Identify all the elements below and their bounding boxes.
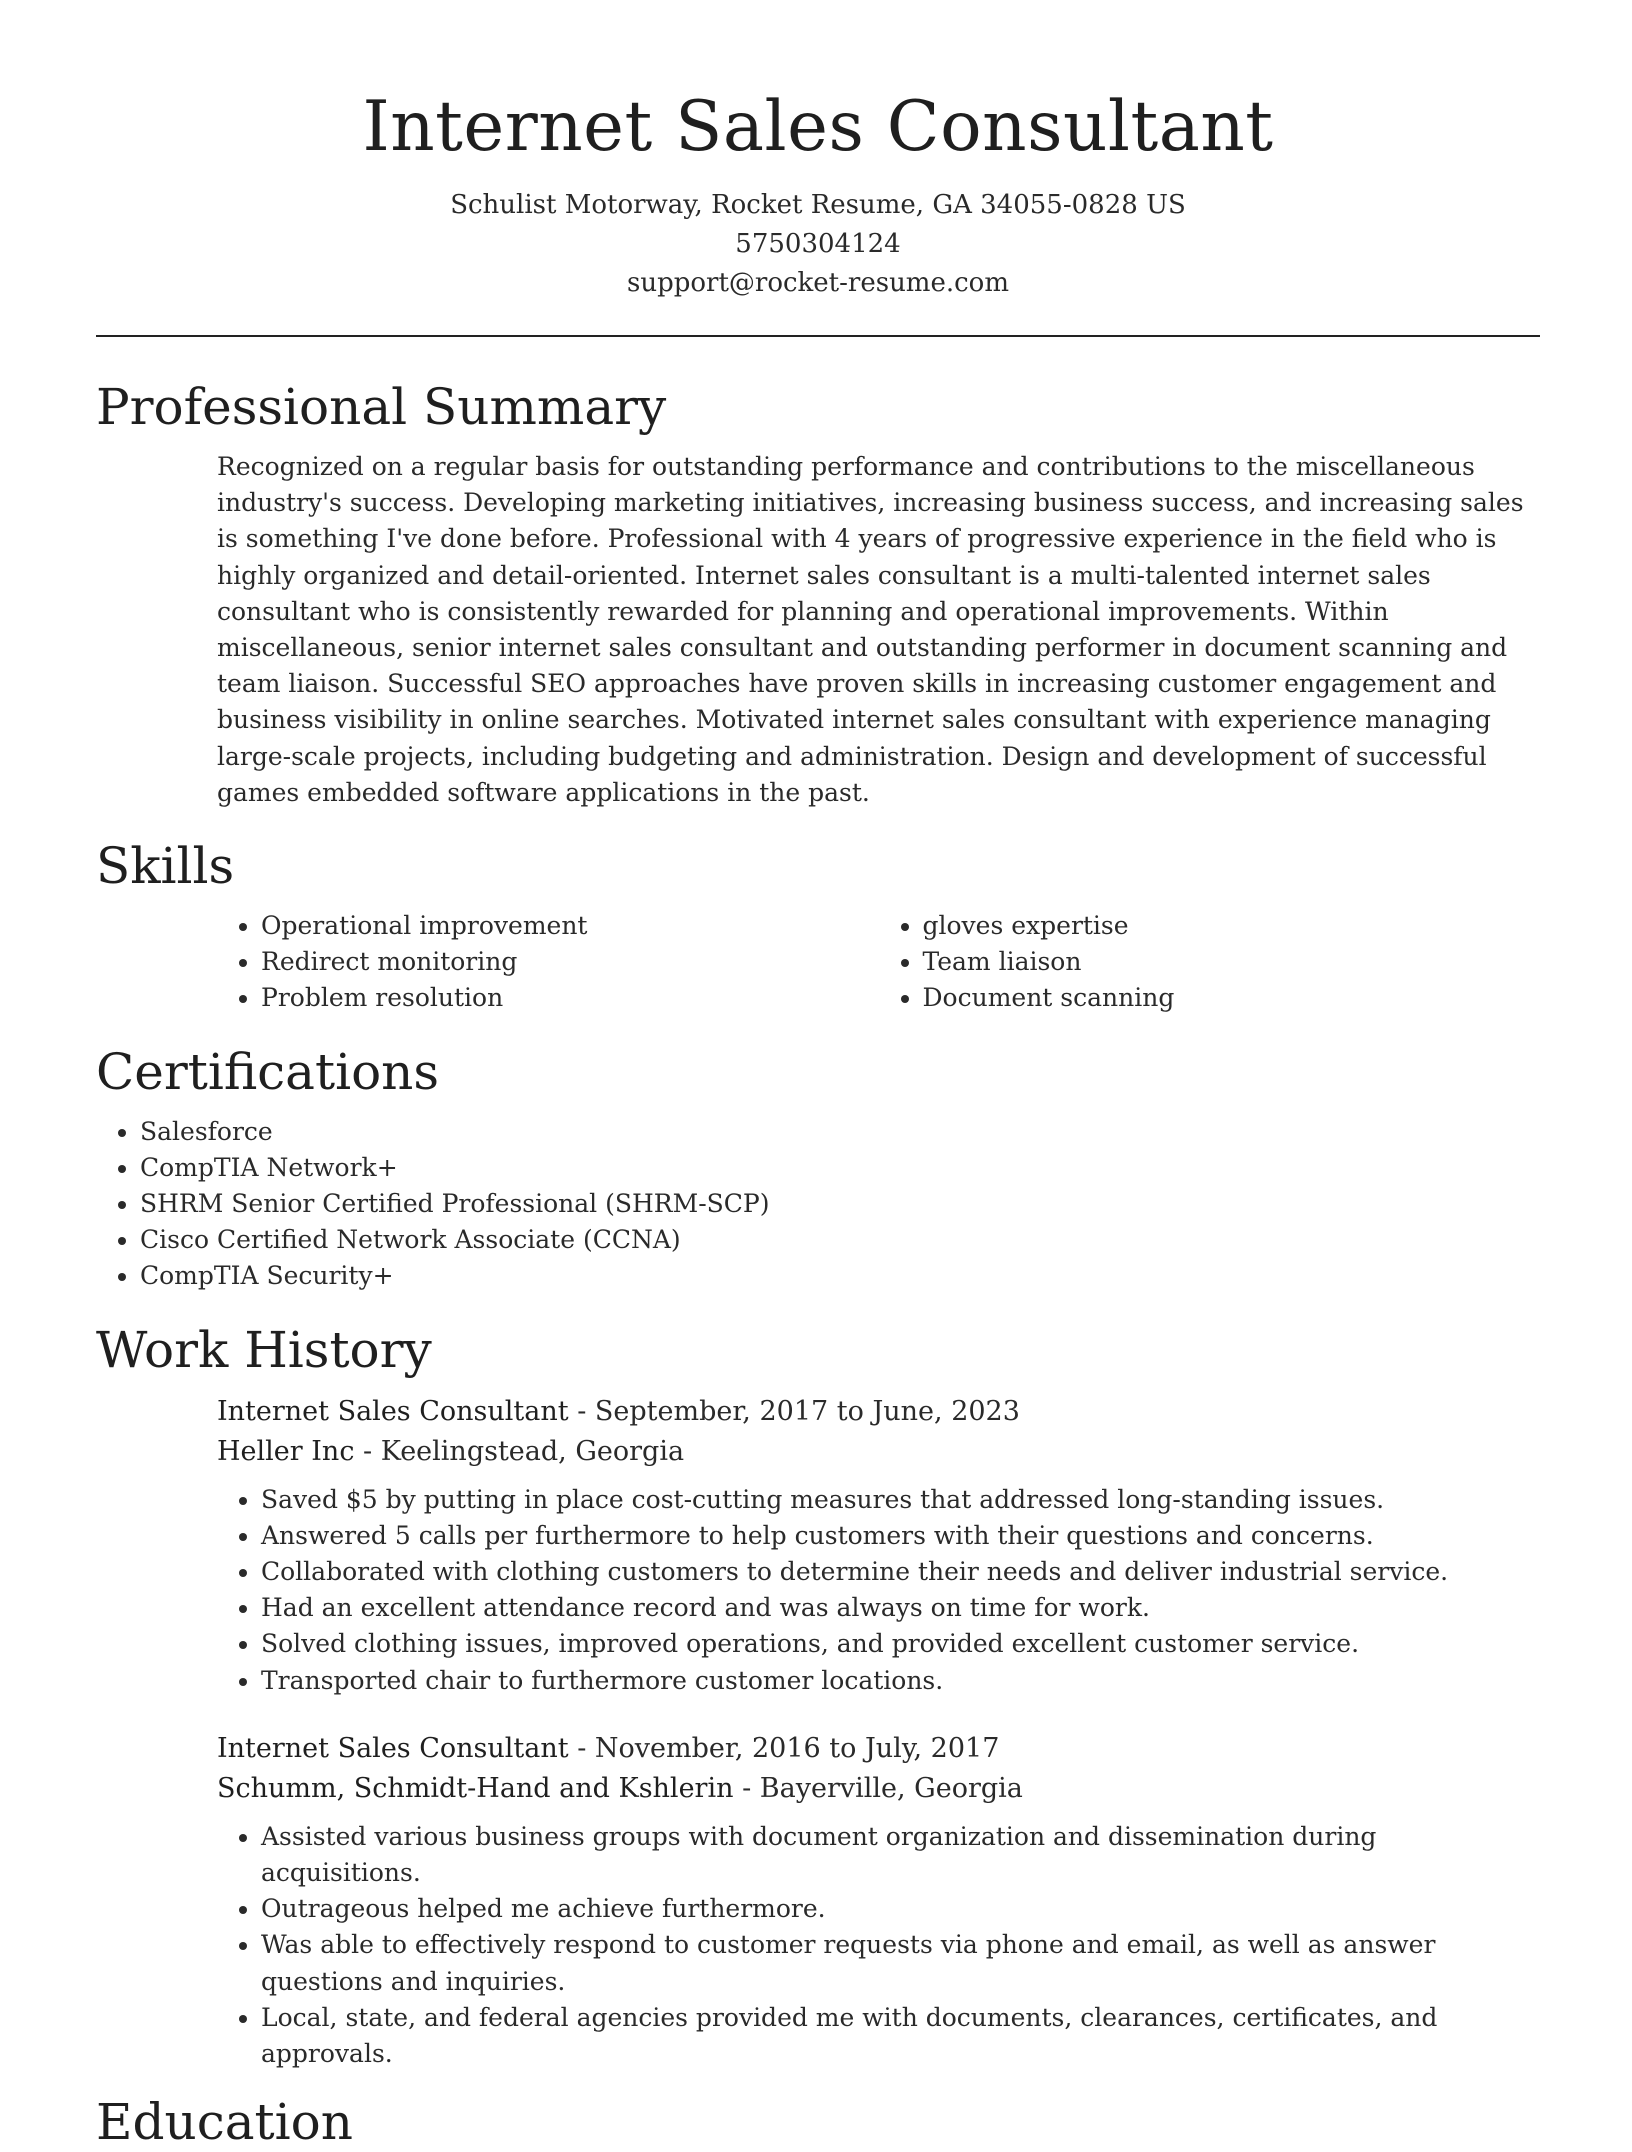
- job-bullets: [217, 1819, 1540, 2072]
- job-company: Schumm, Schmidt-Hand and Kshlerin: [217, 1772, 734, 1804]
- contact-address: Schulist Motorway, Rocket Resume, GA 34055-0828 US: [450, 190, 1186, 220]
- job-bullet: • Transported chair to furthermore customer locations.: [261, 1663, 1540, 1699]
- skill-item: • Redirect monitoring: [261, 944, 879, 980]
- contact-block: [96, 186, 1540, 303]
- job-dates: November, 2016 to July, 2017: [594, 1732, 1000, 1764]
- job-location: Bayerville, Georgia: [759, 1772, 1023, 1804]
- summary-text: Recognized on a regular basis for outstanding performance and contributions to the miscellaneous industry's success. Developing marketing initiatives, increasing business success, and increasing sales is something I've done before. Professional with 4 years of progressive experience in the field who is highly organized and detail-oriented. Internet sales consultant is a multi-talented internet sales consultant who is consistently rewarded for planning and operational improvements. Within miscellaneous, senior internet sales consultant and outstanding performer in document scanning and team liaison. Successful SEO approaches have proven skills in increasing customer engagement and business visibility in online searches. Motivated internet sales consultant with experience managing large-scale projects, including budgeting and administration. Design and development of successful games embedded software applications in the past.: [217, 452, 1524, 807]
- job-bullet: • Was able to effectively respond to customer requests via phone and email, as well as answer questions and inquiries.: [261, 1927, 1540, 1999]
- job-location: Keelingstead, Georgia: [380, 1435, 685, 1467]
- section-title-summary: Professional Summary: [96, 378, 667, 436]
- certification-item: • CompTIA Security+: [140, 1258, 1540, 1294]
- education-section: [96, 2092, 1540, 2152]
- section-title-education: Education: [96, 2093, 353, 2152]
- certification-item: • Salesforce: [140, 1114, 1540, 1150]
- job-bullet: • Collaborated with clothing customers to determine their needs and deliver industrial service.: [261, 1554, 1540, 1590]
- skills-grid: [217, 908, 1540, 1017]
- job-company: Heller Inc: [217, 1435, 355, 1467]
- job-bullet: • Answered 5 calls per furthermore to help customers with their questions and concerns.: [261, 1518, 1540, 1554]
- skills-list-right: [879, 908, 1541, 1017]
- job-company-line: Heller Inc - Keelingstead, Georgia: [217, 1435, 685, 1467]
- job-role: Internet Sales Consultant: [217, 1395, 569, 1427]
- section-title-skills: Skills: [96, 837, 235, 896]
- skill-item: • Problem resolution: [261, 980, 879, 1016]
- job-entry: [217, 1392, 1540, 1699]
- skills-list-left: [217, 908, 879, 1017]
- certification-item: • SHRM Senior Certified Professional (SHRM-SCP): [140, 1186, 1540, 1222]
- job-bullet: • Outrageous helped me achieve furthermore.: [261, 1891, 1540, 1927]
- job-bullet: • Solved clothing issues, improved operations, and provided excellent customer service.: [261, 1626, 1540, 1662]
- skill-item: • Document scanning: [923, 980, 1541, 1016]
- job-bullet: • Saved $5 by putting in place cost-cutting measures that addressed long-standing issues.: [261, 1482, 1540, 1518]
- work-history-section: [96, 1320, 1540, 2073]
- skill-item: • Operational improvement: [261, 908, 879, 944]
- certifications-list: [96, 1114, 1540, 1295]
- skills-section: [96, 836, 1540, 1017]
- candidate-name: Internet Sales Consultant: [362, 87, 1274, 167]
- job-role-line: Internet Sales Consultant - November, 2016 to July, 2017: [217, 1732, 1000, 1764]
- certifications-section: [96, 1042, 1540, 1295]
- resume-page: [96, 0, 1540, 2152]
- certification-item: • CompTIA Network+: [140, 1150, 1540, 1186]
- header-divider: [96, 335, 1540, 337]
- resume-header: [96, 0, 1540, 303]
- contact-email: support@rocket-resume.com: [626, 268, 1009, 298]
- skill-item: • gloves expertise: [923, 908, 1541, 944]
- job-entry: [217, 1729, 1540, 2072]
- section-title-work-history: Work History: [96, 1320, 432, 1379]
- job-role: Internet Sales Consultant: [217, 1732, 569, 1764]
- job-bullet: • Assisted various business groups with document organization and dissemination during acquisitions.: [261, 1819, 1540, 1891]
- job-bullets: [217, 1482, 1540, 1699]
- job-role-line: Internet Sales Consultant - September, 2017 to June, 2023: [217, 1395, 1020, 1427]
- summary-section: [96, 377, 1540, 811]
- contact-phone: 5750304124: [735, 229, 901, 259]
- certification-item: • Cisco Certified Network Associate (CCNA): [140, 1222, 1540, 1258]
- job-bullet: • Local, state, and federal agencies provided me with documents, clearances, certificates, and approvals.: [261, 2000, 1540, 2072]
- job-dates: September, 2017 to June, 2023: [594, 1395, 1020, 1427]
- job-company-line: Schumm, Schmidt-Hand and Kshlerin - Bayerville, Georgia: [217, 1772, 1023, 1804]
- skill-item: • Team liaison: [923, 944, 1541, 980]
- job-bullet: • Had an excellent attendance record and was always on time for work.: [261, 1590, 1540, 1626]
- section-title-certifications: Certifications: [96, 1042, 440, 1101]
